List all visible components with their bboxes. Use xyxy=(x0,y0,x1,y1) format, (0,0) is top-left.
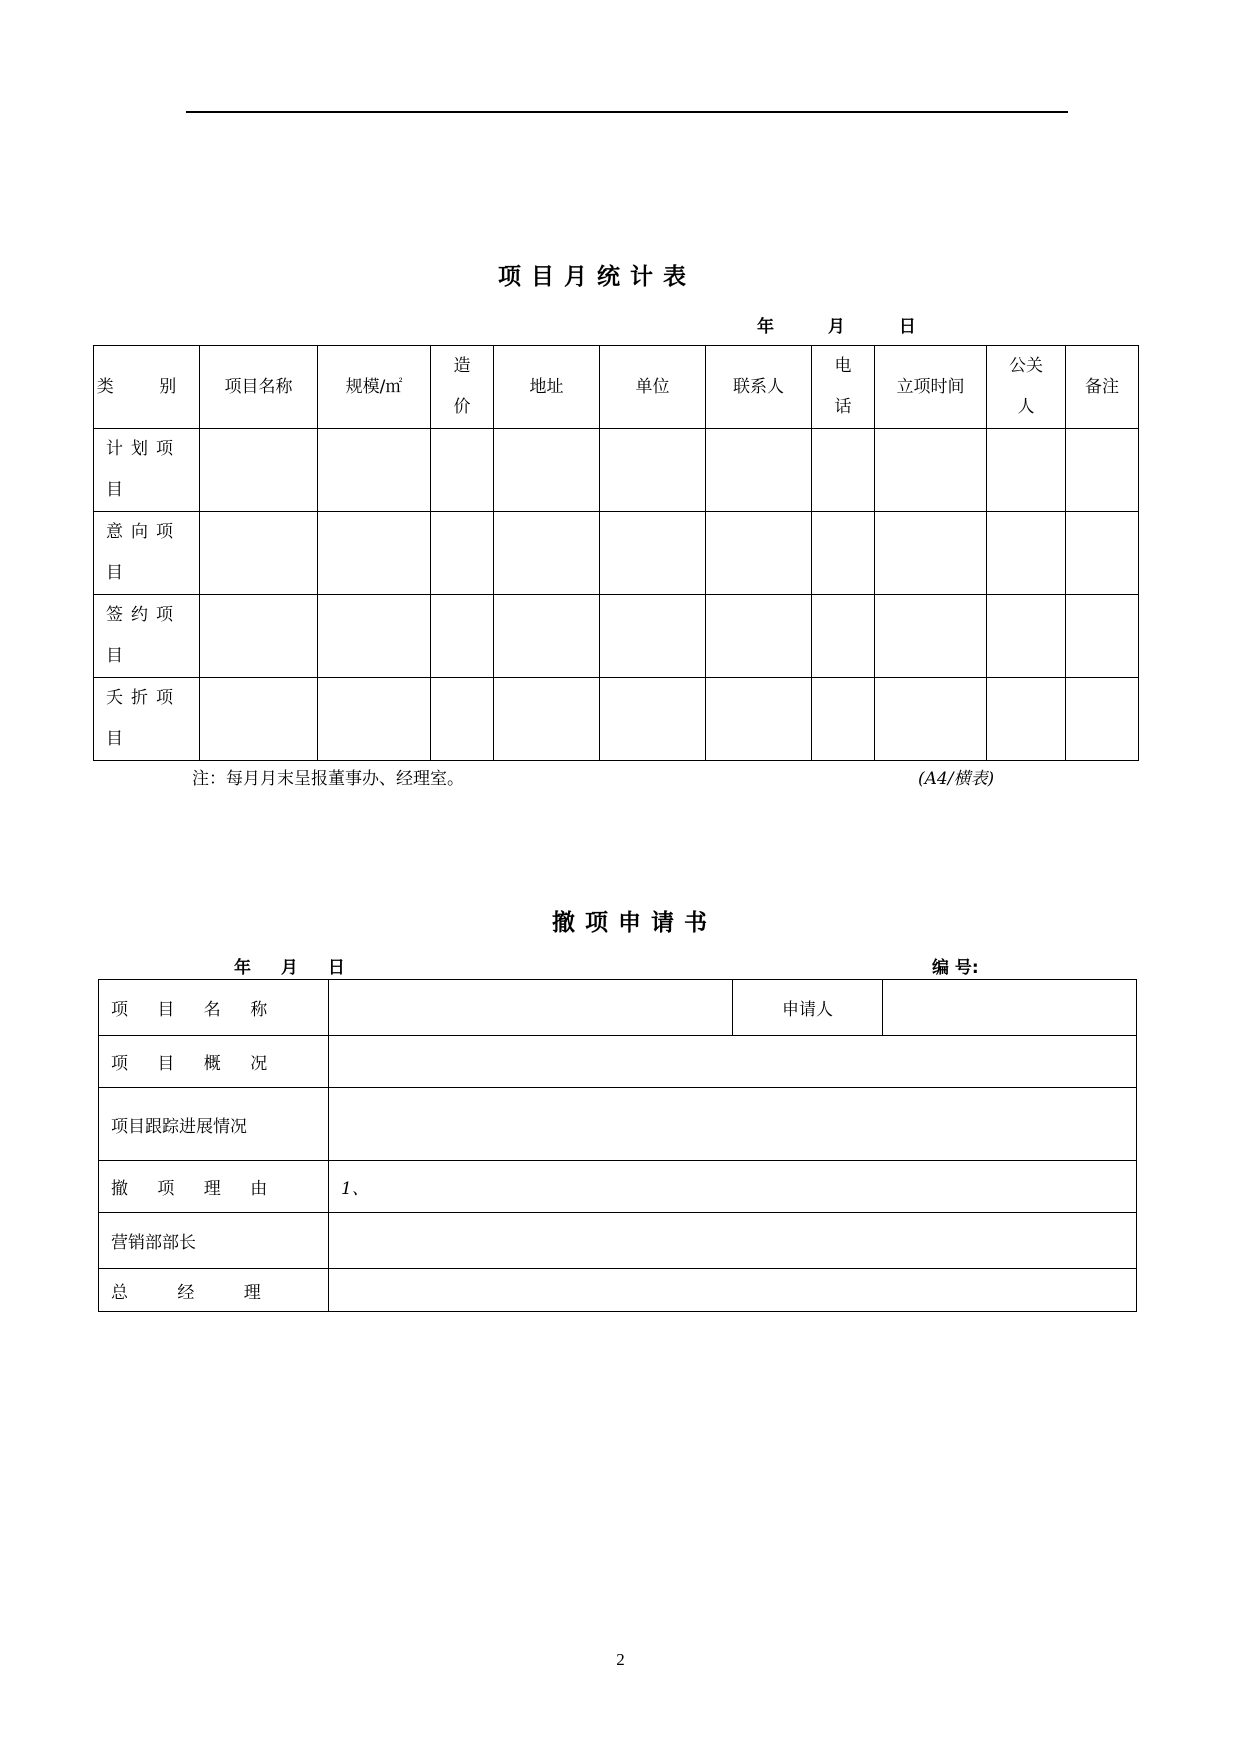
overview-label: 项 目 概 况 xyxy=(99,1036,329,1088)
row-category: 夭折项目 xyxy=(94,678,200,761)
overview-value xyxy=(329,1036,1137,1088)
stats-header-row xyxy=(94,346,1139,429)
table-row xyxy=(94,595,1139,678)
stats-title: 项目月统计表 xyxy=(498,264,696,290)
header-cell: 备注 xyxy=(1066,346,1139,429)
apply-number-label: 编 号: xyxy=(932,958,979,978)
table-row xyxy=(94,678,1139,761)
apply-date-day: 日 xyxy=(327,958,345,978)
stats-date xyxy=(757,312,916,337)
stats-note-format: (A4/横表) xyxy=(918,769,995,789)
header-cell: 造价 xyxy=(431,346,494,429)
header-cell: 规模/㎡ xyxy=(318,346,431,429)
stats-note: 注：每月月末呈报董事办、经理室。 xyxy=(192,769,464,789)
apply-title: 撤项申请书 xyxy=(552,910,717,936)
row-category: 意向项目 xyxy=(94,512,200,595)
header-cell: 联系人 xyxy=(706,346,812,429)
project-name-value xyxy=(329,980,733,1036)
header-cell: 公关人 xyxy=(987,346,1066,429)
header-cell: 类 别 xyxy=(94,346,200,429)
progress-value xyxy=(329,1088,1137,1161)
marketing-label: 营销部部长 xyxy=(99,1213,329,1269)
header-cell: 立项时间 xyxy=(875,346,987,429)
stats-date-day: 日 xyxy=(898,317,916,337)
apply-date xyxy=(234,953,345,978)
gm-value xyxy=(329,1269,1137,1312)
table-row xyxy=(99,1088,1137,1161)
header-cell: 项目名称 xyxy=(200,346,318,429)
applicant-label: 申请人 xyxy=(733,980,883,1036)
table-row xyxy=(99,1213,1137,1269)
page-number: 2 xyxy=(616,1650,625,1669)
table-row xyxy=(94,429,1139,512)
reason-value: 1、 xyxy=(329,1161,1137,1213)
row-category: 计划项目 xyxy=(94,429,200,512)
apply-date-month: 月 xyxy=(280,958,298,978)
apply-date-year: 年 xyxy=(234,958,251,978)
stats-date-year: 年 xyxy=(757,317,774,337)
progress-label: 项目跟踪进展情况 xyxy=(99,1088,329,1161)
table-row xyxy=(99,1161,1137,1213)
row-category: 签约项目 xyxy=(94,595,200,678)
reason-label: 撤 项 理 由 xyxy=(99,1161,329,1213)
gm-label: 总 经 理 xyxy=(99,1269,329,1312)
header-rule xyxy=(186,111,1068,113)
marketing-value xyxy=(329,1213,1137,1269)
apply-table xyxy=(98,979,1137,1312)
applicant-value xyxy=(883,980,1137,1036)
project-name-label: 项 目 名 称 xyxy=(99,980,329,1036)
table-row xyxy=(99,1269,1137,1312)
header-cell: 地址 xyxy=(494,346,600,429)
header-cell: 单位 xyxy=(600,346,706,429)
table-row xyxy=(94,512,1139,595)
stats-date-month: 月 xyxy=(827,317,845,337)
table-row xyxy=(99,1036,1137,1088)
header-cell: 电话 xyxy=(812,346,875,429)
table-row xyxy=(99,980,1137,1036)
stats-table xyxy=(93,345,1139,761)
